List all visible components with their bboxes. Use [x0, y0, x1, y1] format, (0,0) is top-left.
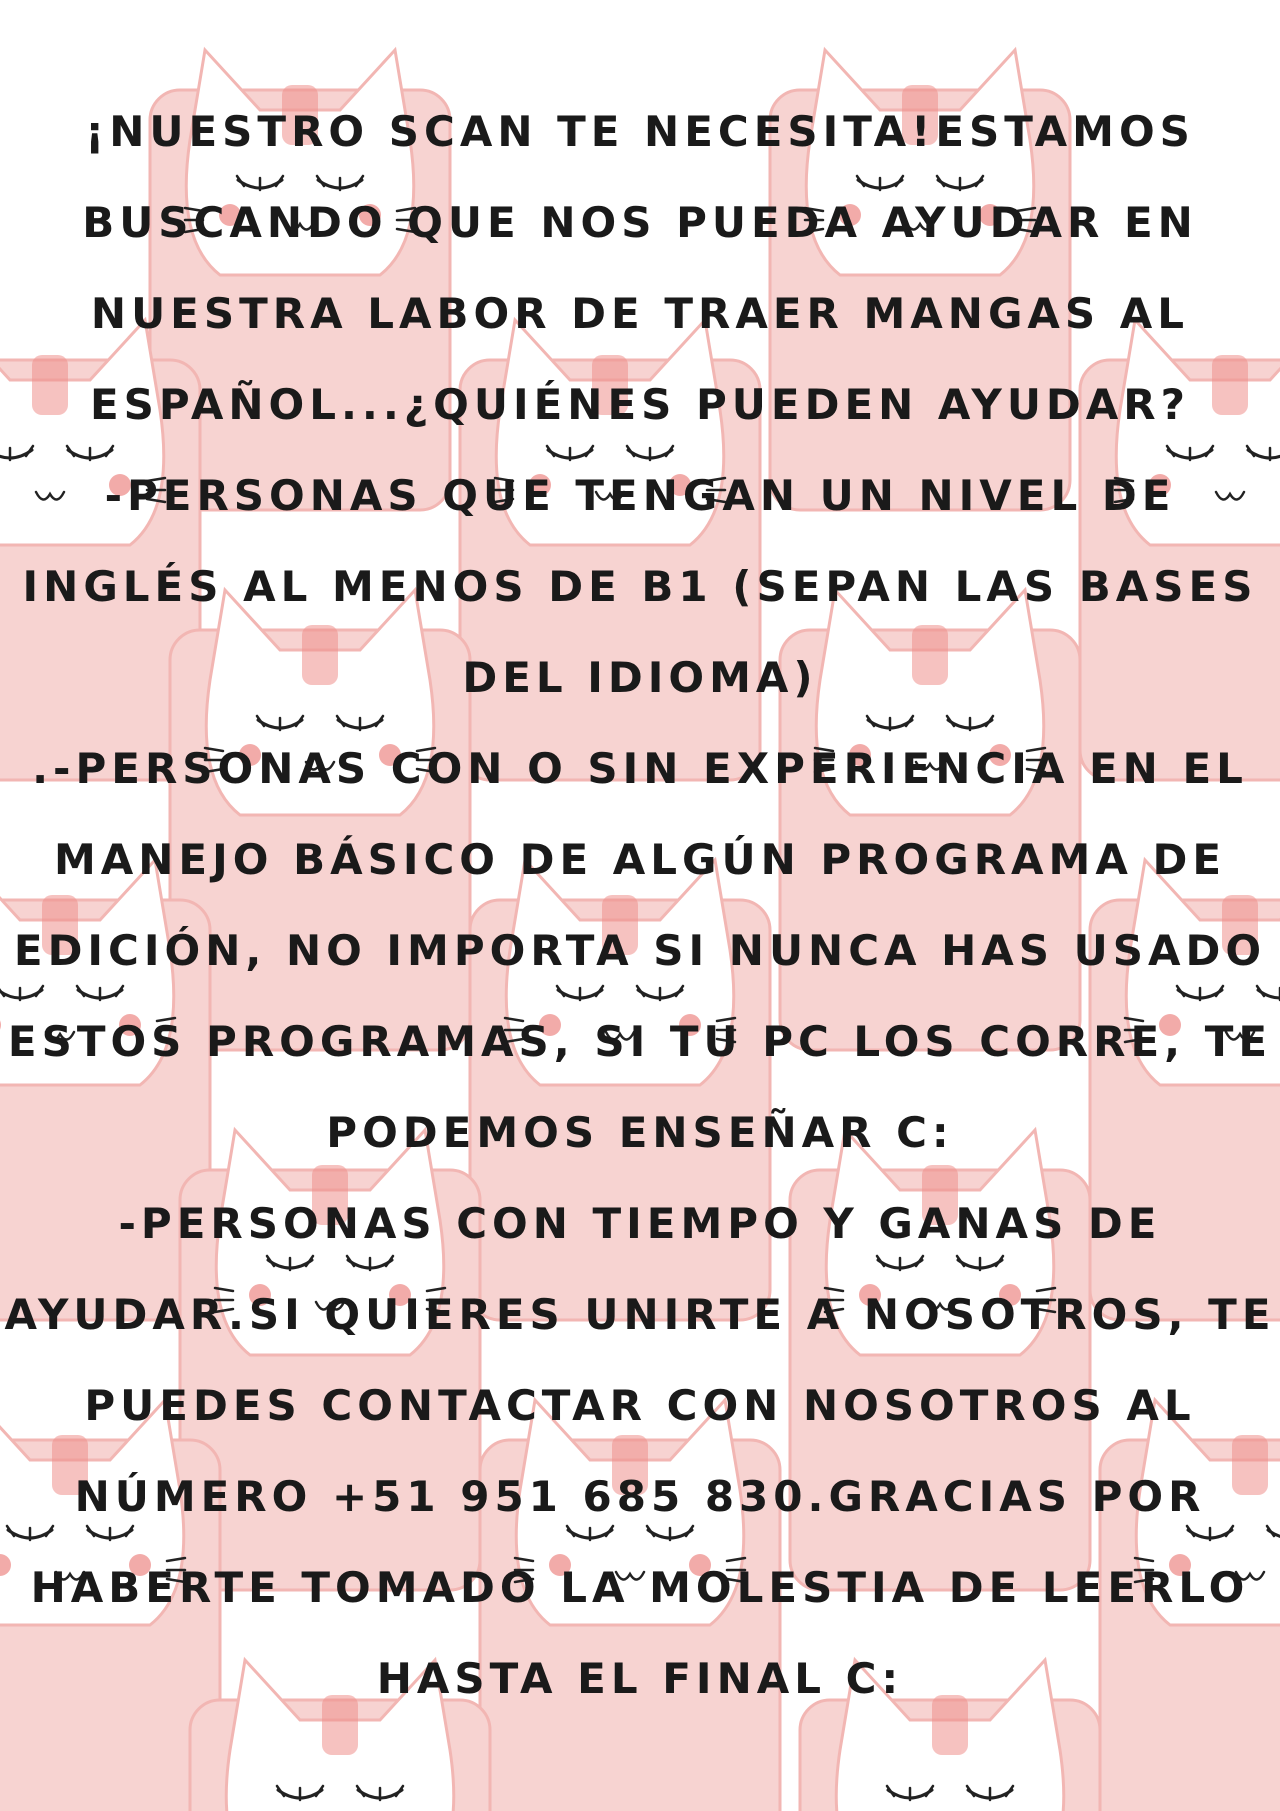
notice-line: DEL IDIOMA) — [462, 653, 818, 702]
notice-line: -PERSONAS QUE TENGAN UN NIVEL DE — [104, 471, 1176, 520]
notice-line: PUEDES CONTACTAR CON NOSOTROS AL — [84, 1381, 1196, 1430]
notice-line: NÚMERO +51 951 685 830.GRACIAS POR — [74, 1472, 1206, 1521]
notice-line: .-PERSONAS CON O SIN EXPERIENCIA EN EL — [32, 744, 1248, 793]
notice-line: HASTA EL FINAL C: — [376, 1654, 904, 1703]
notice-line: MANEJO BÁSICO DE ALGÚN PROGRAMA DE — [53, 835, 1227, 884]
notice-line: HABERTE TOMADO LA MOLESTIA DE LEERLO — [30, 1563, 1250, 1612]
notice-line: INGLÉS AL MENOS DE B1 (SEPAN LAS BASES — [22, 562, 1258, 611]
notice-line: BUSCANDO QUE NOS PUEDA AYUDAR EN — [82, 198, 1198, 247]
notice-line: ESPAÑOL...¿QUIÉNES PUEDEN AYUDAR? — [89, 380, 1191, 429]
notice-line: AYUDAR.SI QUIERES UNIRTE A NOSOTROS, TE — [4, 1290, 1276, 1339]
notice-line: -PERSONAS CON TIEMPO Y GANAS DE — [118, 1199, 1162, 1248]
notice-line: NUESTRA LABOR DE TRAER MANGAS AL — [90, 289, 1190, 338]
notice-line: ESTOS PROGRAMAS, SI TU PC LOS CORRE, TE — [7, 1017, 1273, 1066]
notice-line: ¡NUESTRO SCAN TE NECESITA!ESTAMOS — [85, 107, 1195, 156]
notice-line: EDICIÓN, NO IMPORTA SI NUNCA HAS USADO — [13, 926, 1267, 975]
notice-line: PODEMOS ENSEÑAR C: — [326, 1108, 954, 1157]
